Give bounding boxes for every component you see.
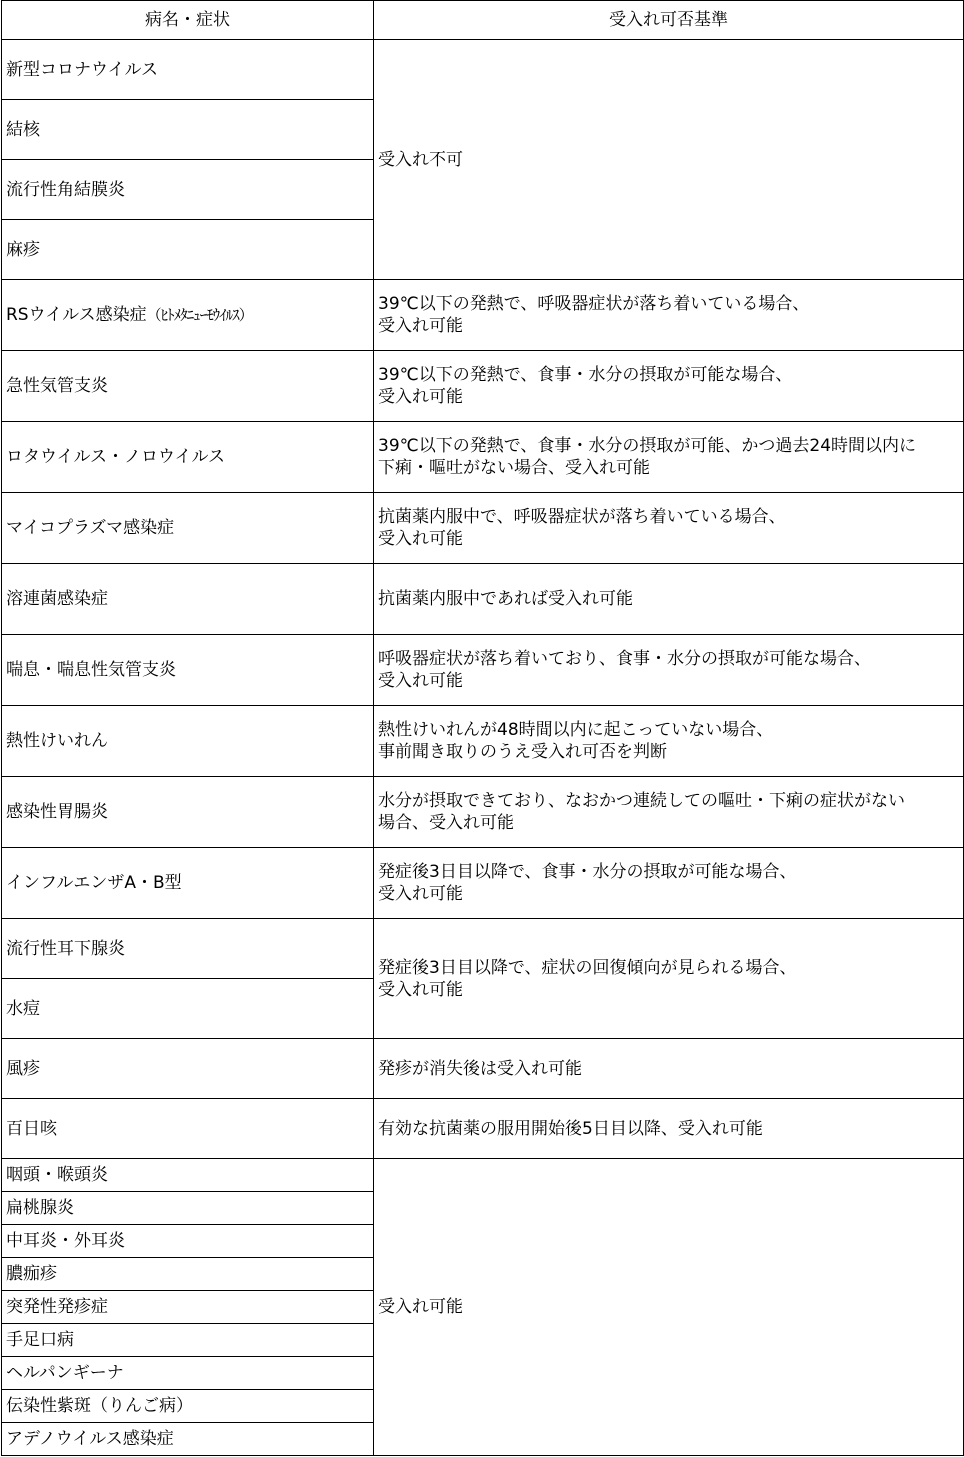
disease-name: 喘息・喘息性気管支炎 bbox=[2, 635, 374, 706]
disease-name: 膿痂疹 bbox=[2, 1258, 374, 1291]
criteria-cell: 39℃以下の発熱で、食事・水分の摂取が可能、かつ過去24時間以内に 下痢・嘔吐がない場合、受入れ可能 bbox=[374, 422, 964, 493]
criteria-cell: 抗菌薬内服中であれば受入れ可能 bbox=[374, 564, 964, 635]
header-disease: 病名・症状 bbox=[2, 1, 374, 40]
disease-name: RSウイルス感染症（ﾋﾄﾒﾀﾆｭｰﾓｳｲﾙｽ） bbox=[2, 280, 374, 351]
disease-name: 熱性けいれん bbox=[2, 706, 374, 777]
admission-criteria-table bbox=[1, 0, 964, 1456]
table-row bbox=[2, 1159, 964, 1192]
table-row bbox=[2, 919, 964, 979]
disease-name: 中耳炎・外耳炎 bbox=[2, 1225, 374, 1258]
criteria-cell: 発症後3日目以降で、食事・水分の摂取が可能な場合、 受入れ可能 bbox=[374, 848, 964, 919]
criteria-cell: 発症後3日目以降で、症状の回復傾向が見られる場合、 受入れ可能 bbox=[374, 919, 964, 1039]
disease-name: 結核 bbox=[2, 100, 374, 160]
table-row bbox=[2, 635, 964, 706]
disease-name: ロタウイルス・ノロウイルス bbox=[2, 422, 374, 493]
criteria-cell: 受入れ可能 bbox=[374, 1159, 964, 1456]
disease-name: 急性気管支炎 bbox=[2, 351, 374, 422]
criteria-cell: 39℃以下の発熱で、呼吸器症状が落ち着いている場合、 受入れ可能 bbox=[374, 280, 964, 351]
table-row bbox=[2, 848, 964, 919]
disease-name: 感染性胃腸炎 bbox=[2, 777, 374, 848]
disease-name: 新型コロナウイルス bbox=[2, 40, 374, 100]
table-row bbox=[2, 706, 964, 777]
criteria-cell: 水分が摂取できており、なおかつ連続しての嘔吐・下痢の症状がない 場合、受入れ可能 bbox=[374, 777, 964, 848]
disease-name: 風疹 bbox=[2, 1039, 374, 1099]
table-row bbox=[2, 422, 964, 493]
table-row bbox=[2, 777, 964, 848]
disease-name: 水痘 bbox=[2, 979, 374, 1039]
criteria-cell: 39℃以下の発熱で、食事・水分の摂取が可能な場合、 受入れ可能 bbox=[374, 351, 964, 422]
disease-name: 咽頭・喉頭炎 bbox=[2, 1159, 374, 1192]
header-row bbox=[2, 1, 964, 40]
table-row bbox=[2, 1039, 964, 1099]
table-row bbox=[2, 1099, 964, 1159]
header-criteria: 受入れ可否基準 bbox=[374, 1, 964, 40]
table-row bbox=[2, 493, 964, 564]
disease-name: 百日咳 bbox=[2, 1099, 374, 1159]
table-row bbox=[2, 40, 964, 100]
disease-name: 突発性発疹症 bbox=[2, 1291, 374, 1324]
criteria-cell: 抗菌薬内服中で、呼吸器症状が落ち着いている場合、 受入れ可能 bbox=[374, 493, 964, 564]
disease-name: ヘルパンギーナ bbox=[2, 1357, 374, 1390]
criteria-cell: 熱性けいれんが48時間以内に起こっていない場合、 事前聞き取りのうえ受入れ可否を判断 bbox=[374, 706, 964, 777]
disease-name: アデノウイルス感染症 bbox=[2, 1423, 374, 1456]
criteria-cell: 有効な抗菌薬の服用開始後5日目以降、受入れ可能 bbox=[374, 1099, 964, 1159]
disease-name: 麻疹 bbox=[2, 220, 374, 280]
disease-name: 扁桃腺炎 bbox=[2, 1192, 374, 1225]
disease-name: 伝染性紫斑（りんご病） bbox=[2, 1390, 374, 1423]
criteria-cell: 受入れ不可 bbox=[374, 40, 964, 280]
disease-name: マイコプラズマ感染症 bbox=[2, 493, 374, 564]
table-row bbox=[2, 351, 964, 422]
criteria-cell: 発疹が消失後は受入れ可能 bbox=[374, 1039, 964, 1099]
disease-name: 手足口病 bbox=[2, 1324, 374, 1357]
disease-name: 流行性角結膜炎 bbox=[2, 160, 374, 220]
disease-name: インフルエンザA・B型 bbox=[2, 848, 374, 919]
disease-name: 溶連菌感染症 bbox=[2, 564, 374, 635]
disease-name: 流行性耳下腺炎 bbox=[2, 919, 374, 979]
table-row bbox=[2, 280, 964, 351]
criteria-cell: 呼吸器症状が落ち着いており、食事・水分の摂取が可能な場合、 受入れ可能 bbox=[374, 635, 964, 706]
table-row bbox=[2, 564, 964, 635]
disease-name-suffix: （ﾋﾄﾒﾀﾆｭｰﾓｳｲﾙｽ） bbox=[146, 306, 253, 324]
